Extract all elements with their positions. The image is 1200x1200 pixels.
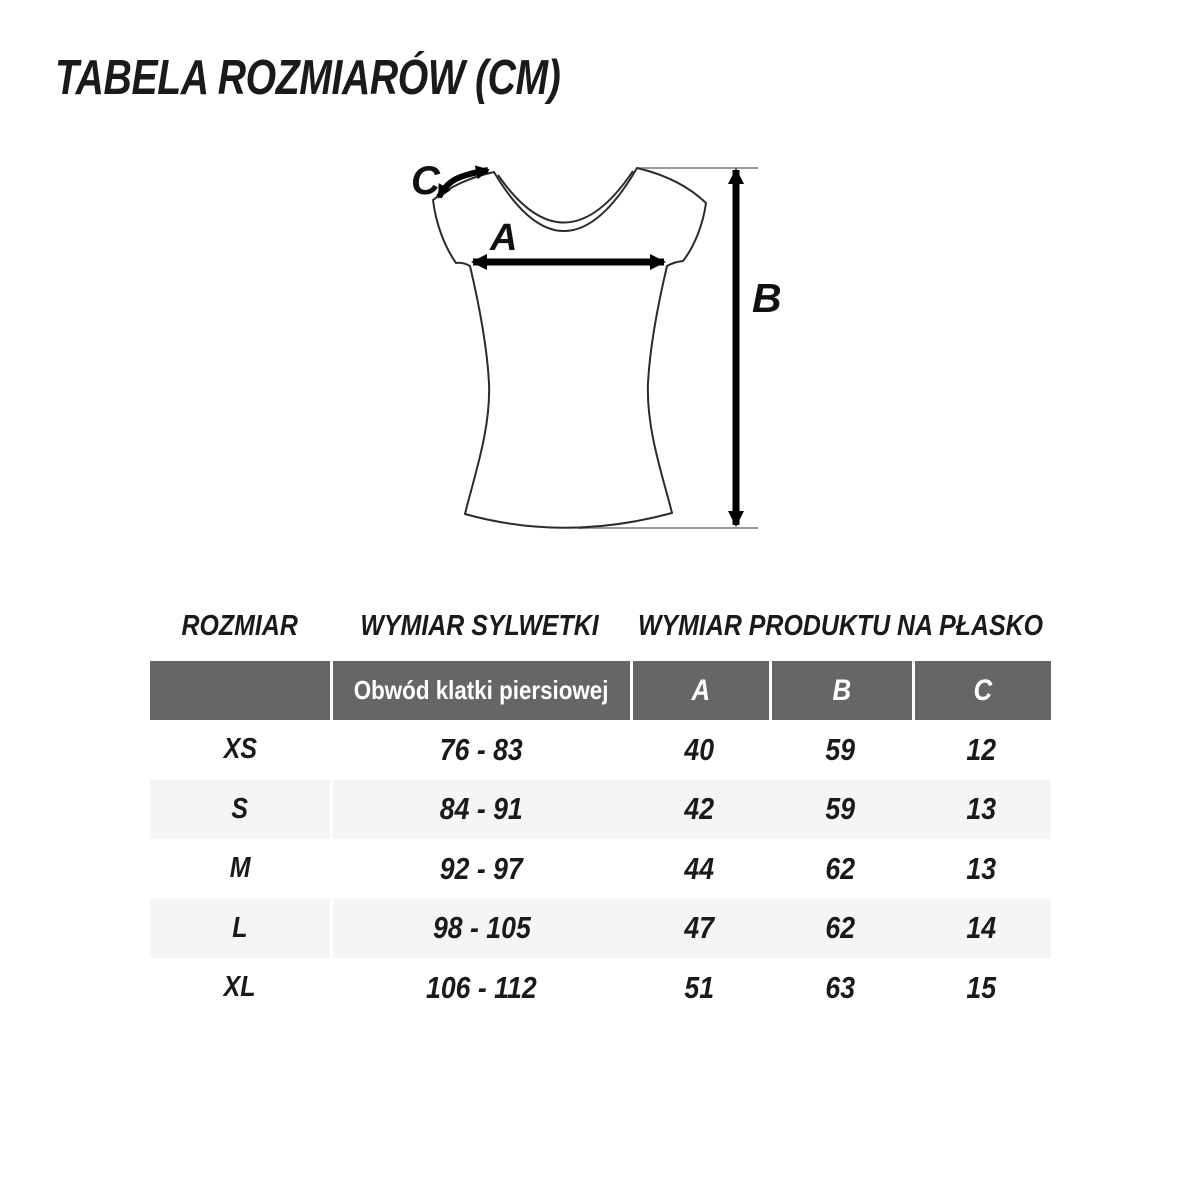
size-cell <box>150 839 330 899</box>
c-cell <box>912 839 1051 899</box>
c-value: 14 <box>966 910 997 946</box>
chest-value: 92 - 97 <box>439 850 523 886</box>
table-header-row <box>150 661 1051 720</box>
group-header-wymiar-produktu <box>630 608 1051 644</box>
col-header-chest-label: Obwód klatki piersiowej <box>354 675 609 705</box>
group-header-wymiar-sylwetki-label: WYMIAR SYLWETKI <box>360 609 600 642</box>
col-header-a <box>630 661 769 720</box>
chest-value: 84 - 91 <box>439 791 523 827</box>
b-value: 63 <box>825 969 856 1005</box>
b-cell <box>769 839 912 899</box>
size-cell <box>150 899 330 959</box>
chest-value: 76 - 83 <box>439 731 523 767</box>
chest-value: 106 - 112 <box>426 969 537 1005</box>
a-cell <box>630 839 769 899</box>
c-cell <box>912 899 1051 959</box>
measure-label-c: C <box>411 159 440 203</box>
size-value: S <box>231 792 249 825</box>
c-cell <box>912 720 1051 780</box>
col-header-a-label: A <box>691 673 711 707</box>
b-cell <box>769 720 912 780</box>
a-value: 44 <box>684 850 715 886</box>
col-header-c <box>912 661 1051 720</box>
table-row-l <box>150 899 1051 959</box>
a-value: 40 <box>684 731 715 767</box>
col-header-size <box>150 661 330 720</box>
chest-value: 98 - 105 <box>432 910 531 946</box>
measure-label-b: B <box>752 275 782 321</box>
b-value: 59 <box>825 731 856 767</box>
col-header-b-label: B <box>832 673 852 707</box>
a-value: 47 <box>684 910 715 946</box>
size-value: L <box>232 911 248 944</box>
group-header-wymiar-sylwetki <box>330 608 630 644</box>
measure-label-a: A <box>490 217 518 259</box>
c-value: 15 <box>966 969 997 1005</box>
b-value: 62 <box>825 850 856 886</box>
group-header-rozmiar-label: ROZMIAR <box>181 609 299 642</box>
group-header-rozmiar <box>150 608 330 644</box>
col-header-b <box>769 661 912 720</box>
size-cell <box>150 958 330 1018</box>
c-value: 13 <box>966 791 997 827</box>
a-cell <box>630 780 769 840</box>
col-header-c-label: C <box>973 673 993 707</box>
size-value: M <box>229 852 251 885</box>
size-table <box>150 661 1051 1018</box>
c-cell <box>912 958 1051 1018</box>
a-cell <box>630 899 769 959</box>
b-cell <box>769 958 912 1018</box>
b-value: 59 <box>825 791 856 827</box>
table-row-m <box>150 839 1051 899</box>
size-cell <box>150 720 330 780</box>
a-value: 51 <box>684 969 715 1005</box>
size-value: XL <box>224 971 256 1004</box>
c-value: 13 <box>966 850 997 886</box>
group-header-wymiar-produktu-label: WYMIAR PRODUKTU NA PŁASKO <box>637 609 1044 642</box>
b-value: 62 <box>825 910 856 946</box>
size-chart-title: TABELA ROZMIARÓW (CM) <box>55 51 561 105</box>
chest-cell <box>330 839 630 899</box>
chest-cell <box>330 899 630 959</box>
a-cell <box>630 720 769 780</box>
table-row-s <box>150 780 1051 840</box>
c-cell <box>912 780 1051 840</box>
chest-cell <box>330 958 630 1018</box>
size-cell <box>150 780 330 840</box>
b-cell <box>769 780 912 840</box>
size-value: XS <box>223 733 257 766</box>
table-row-xl <box>150 958 1051 1018</box>
c-value: 12 <box>966 731 997 767</box>
a-value: 42 <box>684 791 715 827</box>
table-group-headers <box>150 608 1051 644</box>
b-cell <box>769 899 912 959</box>
chest-cell <box>330 720 630 780</box>
a-cell <box>630 958 769 1018</box>
table-row-xs <box>150 720 1051 780</box>
chest-cell <box>330 780 630 840</box>
col-header-chest <box>330 661 630 720</box>
